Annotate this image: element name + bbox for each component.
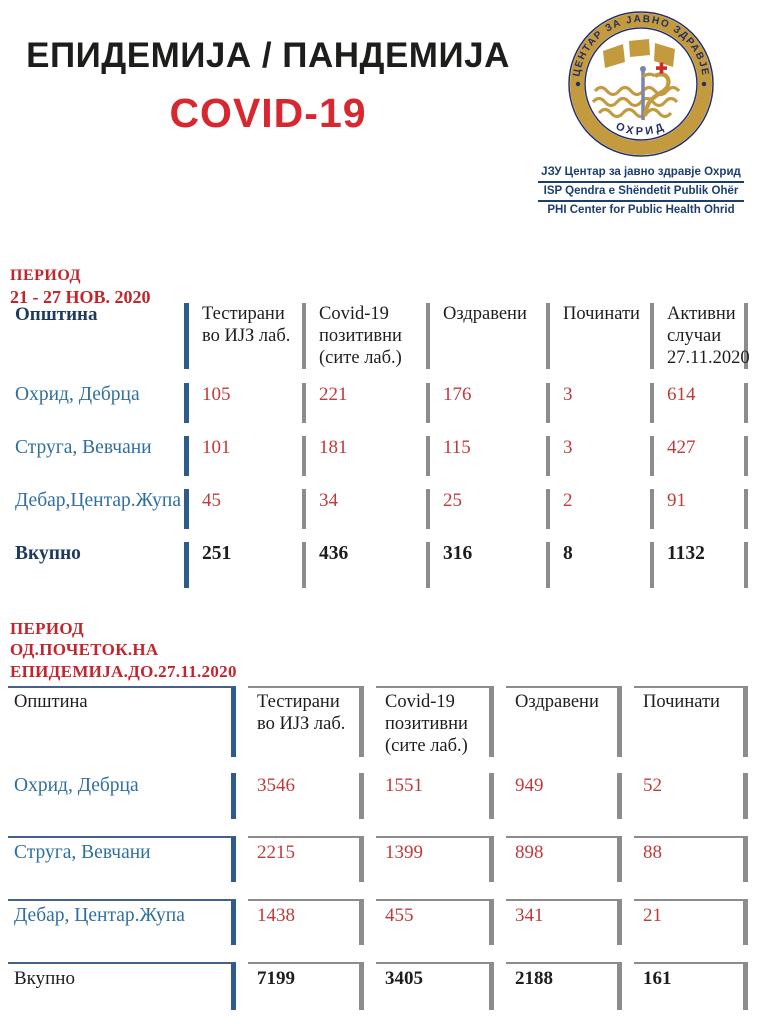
stat-value: 21 (634, 899, 748, 945)
cumulative-stats-table (8, 686, 756, 1010)
table-row (8, 836, 756, 882)
stat-value: 3 (546, 383, 650, 423)
logo-caption-english: PHI Center for Public Health Ohrid (547, 204, 735, 216)
stat-value: 1399 (376, 836, 494, 882)
total-value: 2188 (506, 962, 622, 1010)
municipality-name: Струга, Вевчани (8, 836, 236, 882)
total-value: 251 (184, 542, 302, 588)
table-header-row (8, 686, 756, 757)
stat-value: 221 (302, 383, 426, 423)
total-value: 8 (546, 542, 650, 588)
municipality-name: Дебар,Центар.Жупа (15, 490, 181, 512)
table-row (10, 489, 752, 529)
period-cumulative-label (10, 618, 237, 682)
public-health-center-logo (567, 10, 715, 158)
title-block (22, 36, 514, 137)
column-header-positive: Covid-19 позитивни (сите лаб.) (302, 303, 426, 369)
table-row (10, 383, 752, 423)
logo-captions (538, 164, 744, 219)
stat-value: 3 (546, 436, 650, 476)
covid19-title: COVID-19 (169, 90, 367, 136)
total-value: 436 (302, 542, 426, 588)
stat-value: 341 (506, 899, 622, 945)
stat-value: 427 (650, 436, 748, 476)
table-total-row (8, 962, 756, 1010)
municipality-name: Струга, Вевчани (15, 437, 152, 459)
stat-value: 1551 (376, 773, 494, 819)
stat-value: 105 (184, 383, 302, 423)
column-header-deceased: Починати (634, 686, 748, 757)
total-label: Вкупно (15, 543, 81, 565)
ring-dot-right (702, 82, 706, 86)
column-header-municipality: Општина (15, 304, 98, 325)
column-header-tested: Тестирани во ИЈЗ лаб. (248, 686, 364, 757)
total-value: 7199 (248, 962, 364, 1010)
table-total-row (10, 542, 752, 588)
logo-caption-albanian: ISP Qendra e Shëndetit Publik Ohër (538, 183, 744, 202)
column-header-active: Активни случаи 27.11.2020 (650, 303, 748, 369)
ring-dot-left (576, 82, 580, 86)
table-row (8, 773, 756, 819)
column-header-positive: Covid-19 позитивни (сите лаб.) (376, 686, 494, 757)
period-to: ЕПИДЕМИЈА.ДО.27.11.2020 (10, 661, 237, 681)
total-value: 316 (426, 542, 546, 588)
logo-ring-text-top: ЦЕНТАР ЗА ЈАВНО ЗДРАВЈЕ (571, 13, 711, 78)
column-header-tested: Тестирани во ИЈЗ лаб. (184, 303, 302, 369)
table-row (10, 436, 752, 476)
stat-value: 2 (546, 489, 650, 529)
logo-block (538, 10, 744, 219)
stat-value: 3546 (248, 773, 364, 819)
stat-value: 181 (302, 436, 426, 476)
stat-value: 2215 (248, 836, 364, 882)
stat-value: 34 (302, 489, 426, 529)
total-value: 1132 (650, 542, 748, 588)
column-header-recovered: Оздравени (426, 303, 546, 369)
total-value: 161 (634, 962, 748, 1010)
stat-value: 101 (184, 436, 302, 476)
column-header-municipality: Општина (8, 686, 236, 757)
logo-ring-text-bottom: ОХРИД (613, 120, 669, 138)
stat-value: 45 (184, 489, 302, 529)
column-header-recovered: Оздравени (506, 686, 622, 757)
stat-value: 25 (426, 489, 546, 529)
period-word: ПЕРИОД (10, 267, 81, 284)
stat-value: 614 (650, 383, 748, 423)
stat-value: 176 (426, 383, 546, 423)
total-label: Вкупно (8, 962, 236, 1010)
table-row (8, 899, 756, 945)
stat-value: 455 (376, 899, 494, 945)
stat-value: 91 (650, 489, 748, 529)
stat-value: 898 (506, 836, 622, 882)
period-from: ОД.ПОЧЕТОК.НА (10, 640, 159, 660)
municipality-name: Дебар, Центар.Жупа (8, 899, 236, 945)
stat-value: 1438 (248, 899, 364, 945)
stat-value: 52 (634, 773, 748, 819)
municipality-name: Охрид, Дебрца (8, 773, 236, 819)
period-range: 21 - 27 НОВ. 2020 (10, 287, 151, 307)
weekly-stats-table (10, 303, 752, 588)
column-header-deceased: Починати (546, 303, 650, 369)
total-value: 3405 (376, 962, 494, 1010)
table-header-row (10, 303, 752, 369)
logo-caption-macedonian: ЈЗУ Центар за јавно здравје Охрид (538, 164, 744, 183)
period-word: ПЕРИОД (10, 619, 85, 638)
municipality-name: Охрид, Дебрца (15, 384, 140, 406)
stat-value: 88 (634, 836, 748, 882)
stat-value: 949 (506, 773, 622, 819)
stat-value: 115 (426, 436, 546, 476)
page-title: ЕПИДЕМИЈА / ПАНДЕМИЈА (26, 36, 510, 75)
